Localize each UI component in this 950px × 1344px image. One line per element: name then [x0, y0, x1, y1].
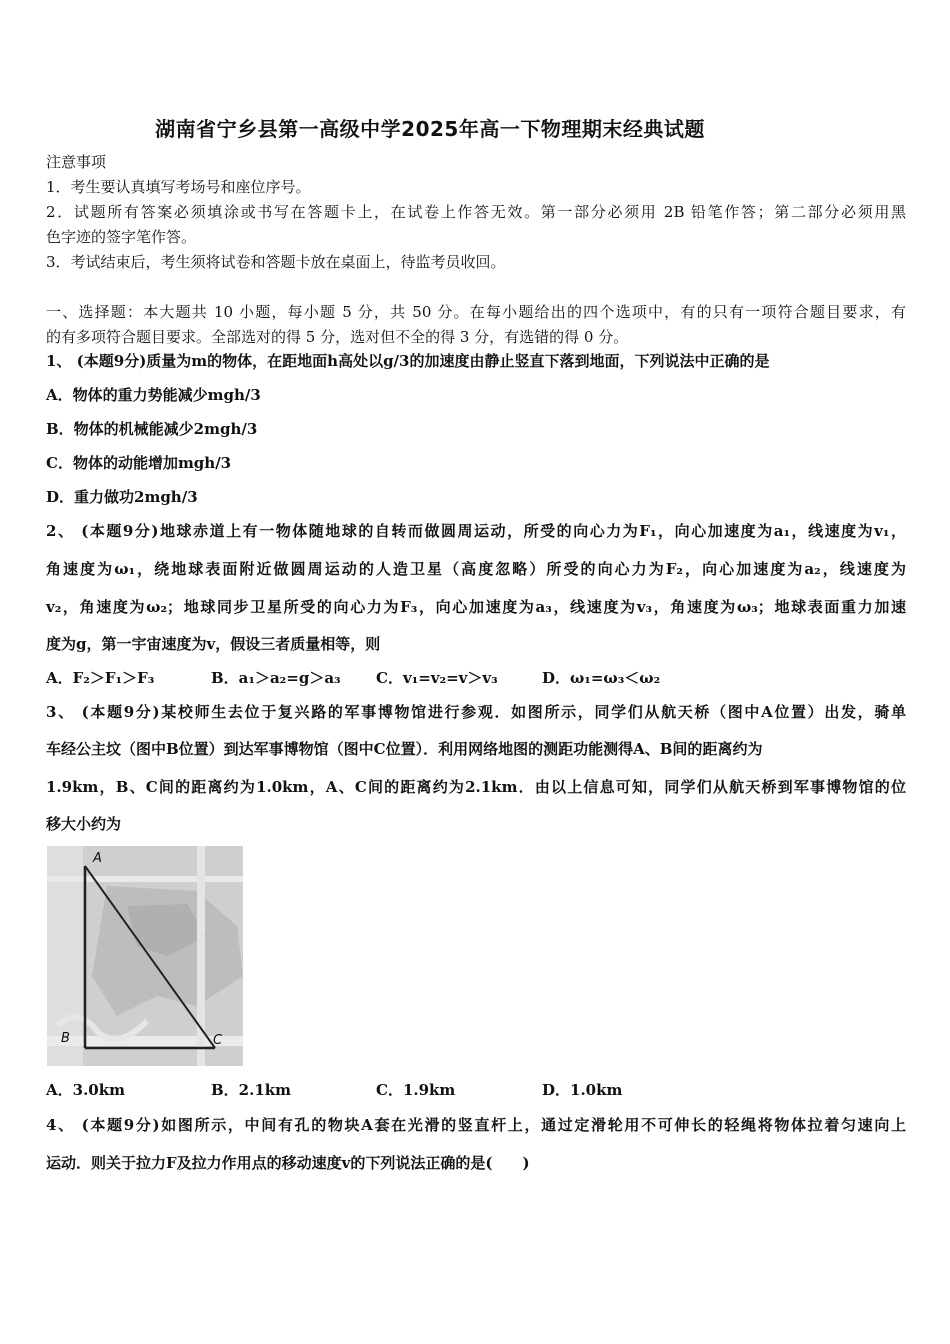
map-label-b: B [61, 1031, 70, 1046]
q3-option-c: C．1.9km [376, 1081, 456, 1099]
q2-options [46, 668, 906, 688]
map-label-a: A [93, 851, 102, 866]
page-title: 湖南省宁乡县第一高级中学2025年高一下物理期末经典试题 [155, 117, 705, 141]
q3-map-figure [47, 846, 243, 1066]
map-label-c: C [213, 1033, 223, 1048]
q2-option-c: C．v₁=v₂=v＞v₃ [376, 669, 498, 687]
q2-stem-line-3: v₂，角速度为ω₂；地球同步卫星所受的向心力为F₃，向心加速度为a₃，线速度为v₃，角速度为ω₃；地球表面重力加速 [46, 598, 906, 616]
notice-item-3: 3．考试结束后，考生须将试卷和答题卡放在桌面上，待监考员收回。 [46, 253, 506, 271]
q2-option-a: A．F₂＞F₁＞F₃ [46, 669, 155, 687]
notice-item-2-cont: 色字迹的签字笔作答。 [46, 228, 197, 246]
map-svg [47, 846, 243, 1066]
q4-stem-line-1: 4、 (本题9分)如图所示，中间有孔的物块A套在光滑的竖直杆上，通过定滑轮用不可伸长的轻绳将物体拉着匀速向上 [46, 1116, 906, 1134]
q3-option-b: B．2.1km [211, 1081, 292, 1099]
q3-options [46, 1080, 906, 1100]
q1-stem: 1、 (本题9分)质量为m的物体，在距地面h高处以g/3的加速度由静止竖直下落到地面，下列说法中正确的是 [46, 352, 770, 370]
q1-option-d: D．重力做功2mgh/3 [46, 488, 198, 506]
q1-option-a: A．物体的重力势能减少mgh/3 [46, 386, 261, 404]
notice-heading: 注意事项 [46, 153, 107, 171]
notice-item-2: 2．试题所有答案必须填涂或书写在答题卡上，在试卷上作答无效。第一部分必须用 2B 铅笔作答；第二部分必须用黑 [46, 203, 906, 221]
q3-stem-line-3: 1.9km，B、C间的距离约为1.0km，A、C间的距离约为2.1km．由以上信息可知，同学们从航天桥到军事博物馆的位 [46, 778, 906, 796]
q2-option-b: B．a₁＞a₂=g＞a₃ [211, 669, 341, 687]
q2-stem-line-1: 2、 (本题9分)地球赤道上有一物体随地球的自转而做圆周运动，所受的向心力为F₁，向心加速度为a₁，线速度为v₁， [46, 522, 906, 540]
section-instructions-2: 的有多项符合题目要求。全部选对的得 5 分，选对但不全的得 3 分，有选错的得 0 分。 [46, 328, 629, 346]
q2-stem-line-4: 度为g，第一宇宙速度为v，假设三者质量相等，则 [46, 635, 381, 653]
q3-option-d: D．1.0km [542, 1081, 623, 1099]
q2-option-d: D．ω₁=ω₃＜ω₂ [542, 669, 661, 687]
q4-stem-line-2: 运动．则关于拉力F及拉力作用点的移动速度v的下列说法正确的是( ) [46, 1154, 530, 1172]
q1-option-c: C．物体的动能增加mgh/3 [46, 454, 232, 472]
map-road-north [47, 876, 243, 882]
q3-stem-line-1: 3、 (本题9分)某校师生去位于复兴路的军事博物馆进行参观．如图所示，同学们从航天桥（图中A位置）出发，骑单 [46, 703, 906, 721]
q3-stem-line-2: 车经公主坟（图中B位置）到达军事博物馆（图中C位置）．利用网络地图的测距功能测得A、B间的距离约为 [46, 740, 763, 758]
section-instructions-1: 一、选择题：本大题共 10 小题，每小题 5 分，共 50 分。在每小题给出的四个选项中，有的只有一项符合题目要求，有 [46, 303, 906, 321]
q3-option-a: A．3.0km [46, 1081, 125, 1099]
q3-stem-line-4: 移大小约为 [46, 815, 122, 833]
q1-option-b: B．物体的机械能减少2mgh/3 [46, 420, 258, 438]
q2-stem-line-2: 角速度为ω₁，绕地球表面附近做圆周运动的人造卫星（高度忽略）所受的向心力为F₂，向心加速度为a₂，线速度为 [46, 560, 906, 578]
notice-item-1: 1．考生要认真填写考场号和座位序号。 [46, 178, 311, 196]
